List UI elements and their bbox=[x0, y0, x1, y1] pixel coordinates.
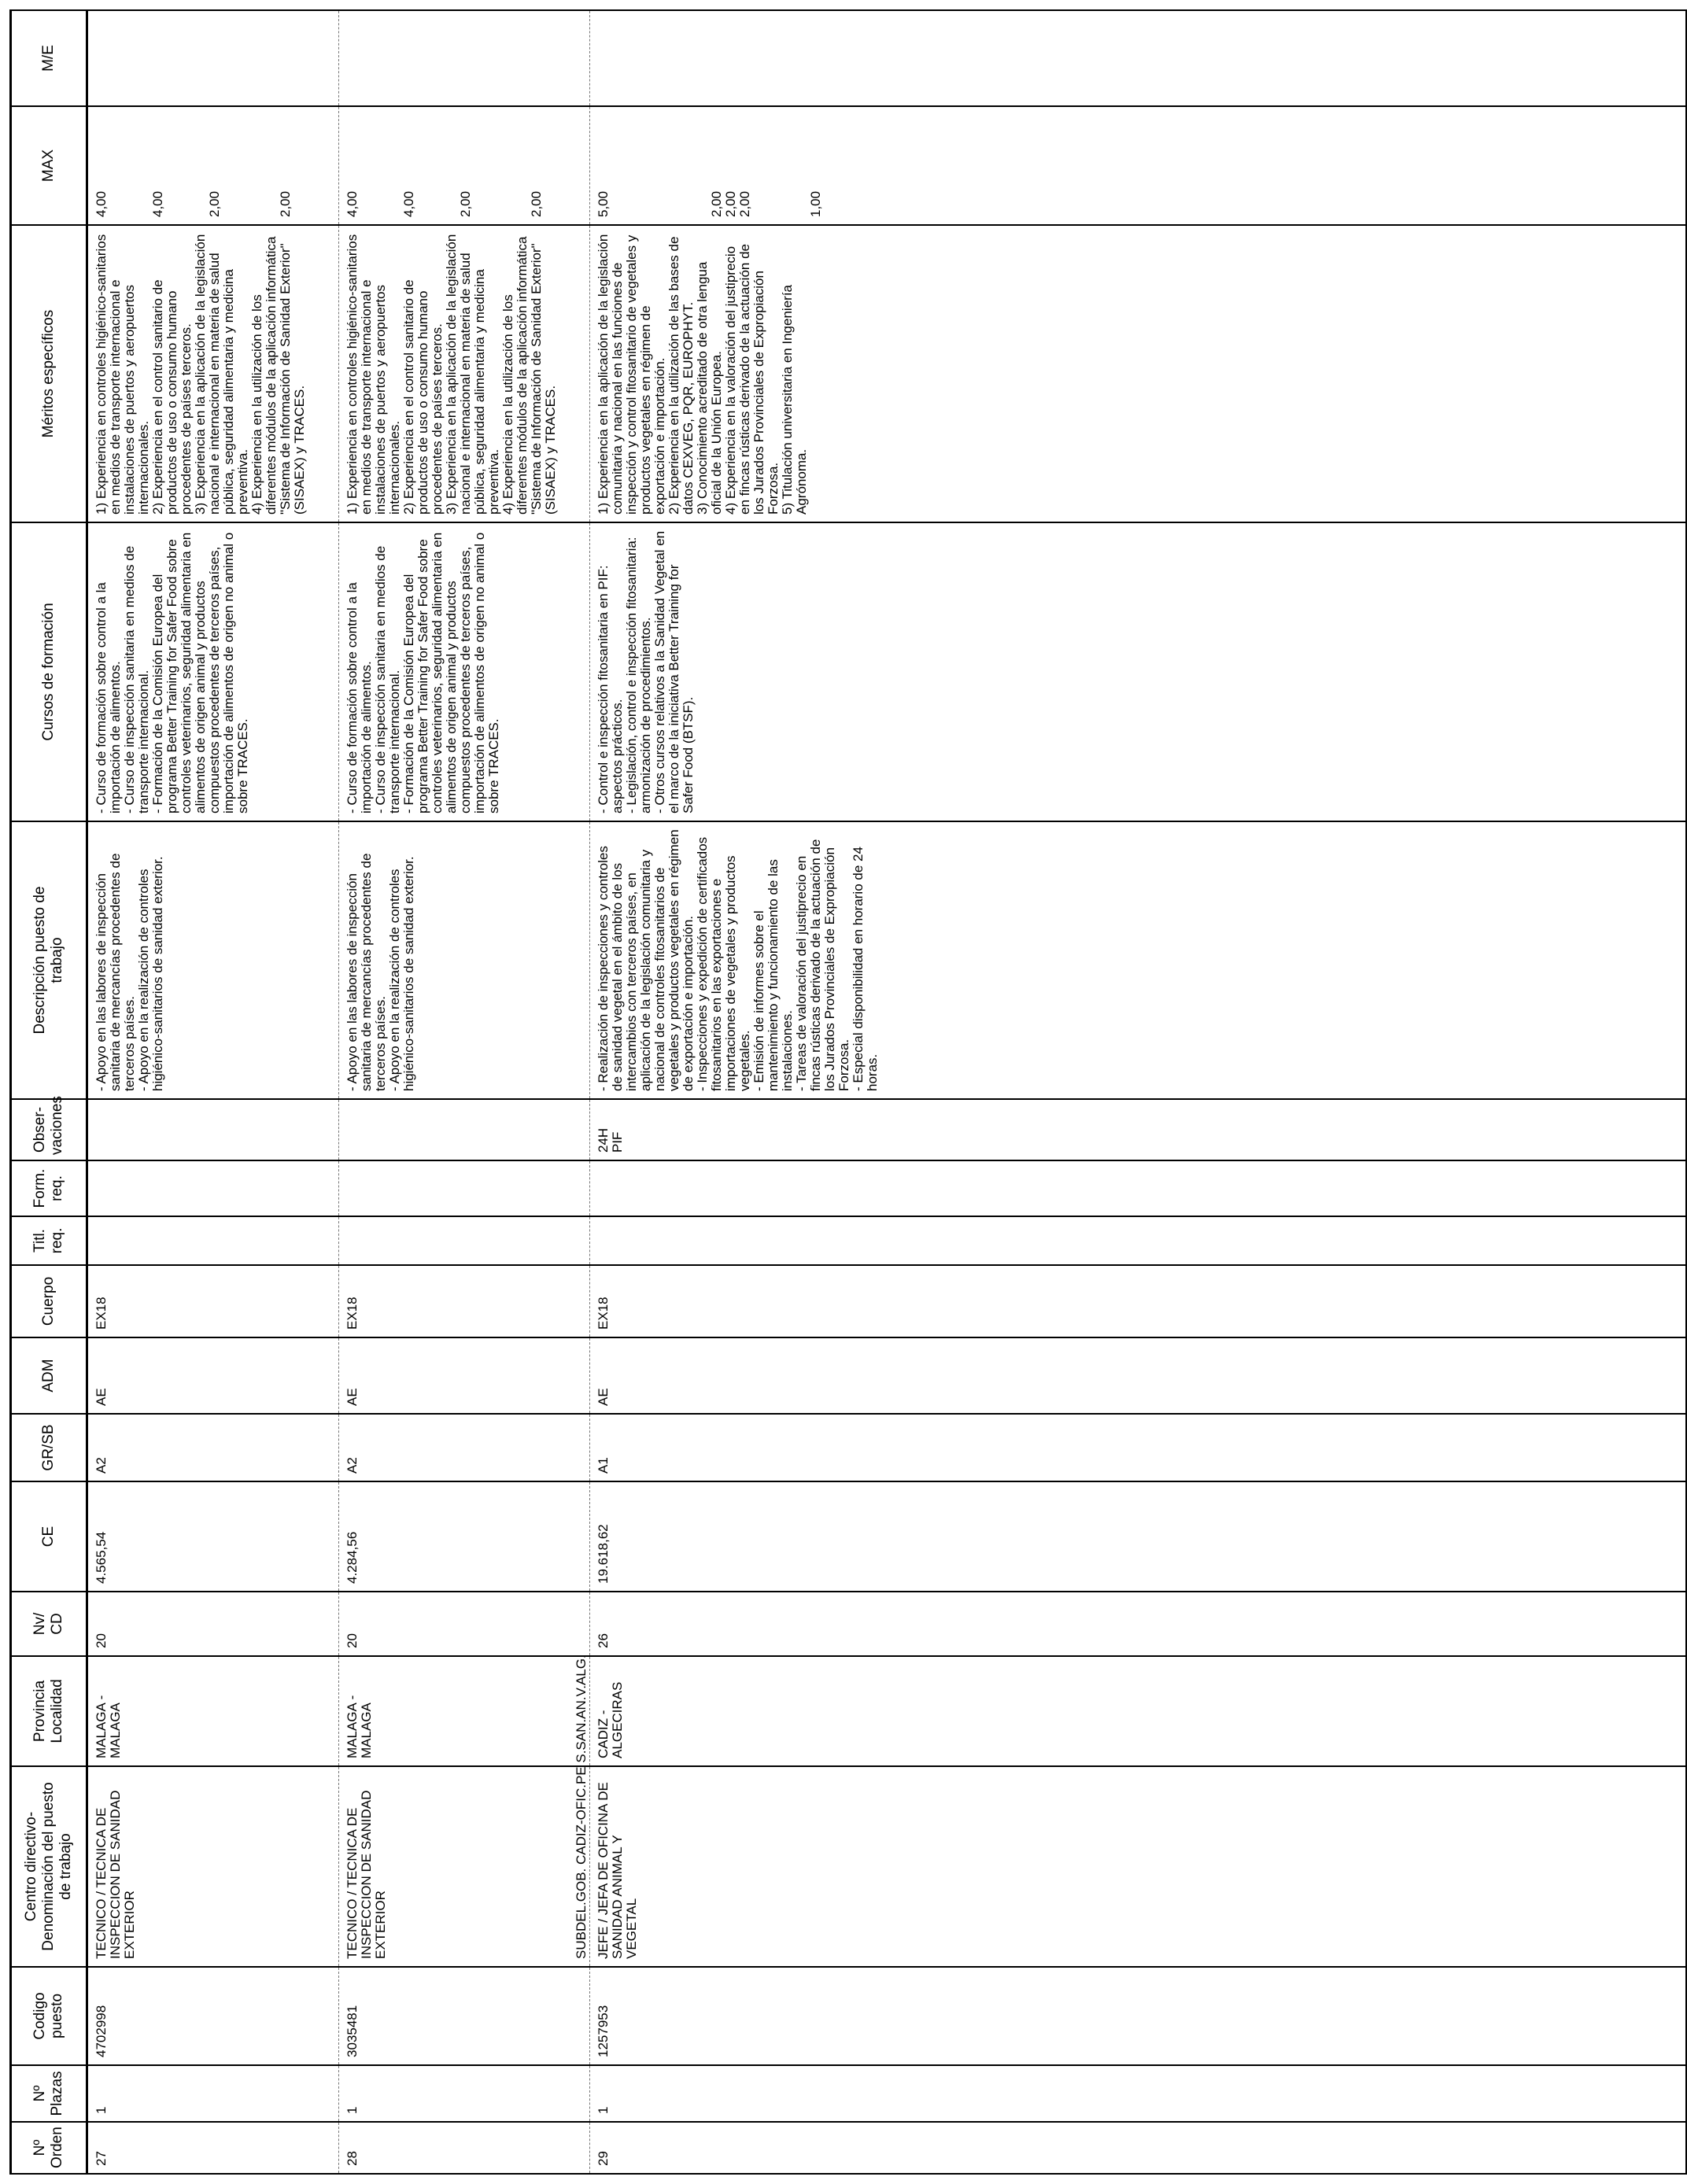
cell-ce: 4.565,54 bbox=[87, 1481, 339, 1592]
header-cuerpo: Cuerpo bbox=[11, 1265, 87, 1337]
cell-provincia: MALAGA - MALAGA bbox=[87, 1656, 339, 1766]
cell-provincia: MALAGA - MALAGA bbox=[339, 1656, 590, 1766]
merito-item: 5) Titulación universitaria en Ingeniería Agrónoma. bbox=[780, 285, 809, 515]
merito-item: 4) Experiencia en la utilización de los diferentes módulos de la aplicación informática "Sistema de Información de Sanidad Exterior" (SISAEX) y TRACES. bbox=[249, 236, 307, 515]
cell-grupo: A1 bbox=[590, 1414, 1687, 1481]
cell-max bbox=[590, 106, 1687, 225]
max-value: 2,00 bbox=[709, 190, 724, 217]
header-cursos: Cursos de formación bbox=[11, 522, 87, 821]
cell-cuerpo: EX18 bbox=[590, 1265, 1687, 1337]
cell-me bbox=[339, 10, 590, 106]
cell-plazas: 1 bbox=[87, 2065, 339, 2122]
cell-titulacion bbox=[339, 1216, 590, 1265]
cell-descripcion: - Apoyo en las labores de inspección sanitaria de mercancías procedentes de terceros países. - Apoyo en la realización de controles higiénico-sanitarios de sanidad exterior. bbox=[87, 821, 339, 1099]
cell-cuerpo: EX18 bbox=[87, 1265, 339, 1337]
merito-item: 3) Conocimiento acreditado de otra lengua oficial de la Unión Europea. bbox=[695, 261, 724, 515]
merito-item: 1) Experiencia en la aplicación de la legislación comunitaria y nacional en las funciones de inspección y control fitosanitario de vegetales y productos vegetales en régimen de exportación e importación. bbox=[596, 234, 667, 515]
cell-ce: 19.618,62 bbox=[590, 1481, 1687, 1592]
cell-descripcion: - Realización de inspecciones y controles de sanidad vegetal en el ámbito de los intercambios con terceros países, en aplicación de la legislación comunitaria y nacional de controles fitosanitarios de vegetales y productos vegetales en régimen de exportación e importación. - Inspecciones y expedición de certificados fitosanitarios en las exportaciones e importaciones de vegetales y productos vegetales. - Emisión de informes sobre el mantenimiento y funcionamiento de las instalaciones. - Tareas de valoración del justiprecio en fincas rústicas derivado de la actuación de los Jurados Provinciales de Expropiación Forzosa. - Especial disponibilidad en horario de 24 horas. bbox=[590, 821, 1687, 1099]
cell-orden: 27 bbox=[87, 2122, 339, 2174]
cell-codigo: 1257953 bbox=[590, 1967, 1687, 2065]
cell-grupo: A2 bbox=[87, 1414, 339, 1481]
max-value: 1,00 bbox=[808, 190, 823, 217]
header-observaciones: Obser- vaciones bbox=[11, 1099, 87, 1160]
header-titulacion: Titl. req. bbox=[11, 1216, 87, 1265]
cell-plazas: 1 bbox=[339, 2065, 590, 2122]
cell-orden: 29 bbox=[590, 2122, 1687, 2174]
cell-provincia: CADIZ - ALGECIRAS bbox=[590, 1656, 1687, 1766]
cell-descripcion: - Apoyo en las labores de inspección sanitaria de mercancías procedentes de terceros países. - Apoyo en la realización de controles higiénico-sanitarios de sanidad exterior. bbox=[339, 821, 590, 1099]
cell-observaciones bbox=[339, 1099, 590, 1160]
merito-item: 2) Experiencia en el control sanitario de productos de uso o consumo humano procedentes de países terceros. bbox=[150, 279, 194, 515]
cell-orden: 28 bbox=[339, 2122, 590, 2174]
merito-item: 2) Experiencia en el control sanitario de productos de uso o consumo humano procedentes de países terceros. bbox=[401, 279, 445, 515]
cell-formacion bbox=[87, 1160, 339, 1216]
cell-adm: AE bbox=[339, 1337, 590, 1414]
max-value: 4,00 bbox=[401, 190, 416, 217]
cell-cuerpo: EX18 bbox=[339, 1265, 590, 1337]
cell-me bbox=[590, 10, 1687, 106]
centro-unidad: SUBDEL.GOB. CADIZ-OFIC.PE S.SAN.AN.V.ALG. bbox=[574, 1655, 589, 1959]
cell-max bbox=[87, 106, 339, 225]
cell-adm: AE bbox=[87, 1337, 339, 1414]
cell-ce: 4.284,56 bbox=[339, 1481, 590, 1592]
merito-item: 3) Experiencia en la aplicación de la legislación nacional e internacional en materia de salud pública, seguridad alimentaria y medicina preventiva. bbox=[444, 234, 501, 515]
cell-cursos: - Curso de formación sobre control a la importación de alimentos. - Curso de inspección sanitaria en medios de transporte internacional. - Formación de la Comisión Europea del programa Better Training for Safer Food sobre controles veterinarios, seguridad alimentaria en alimentos de origen animal y productos compuestos procedentes de terceros países, importación de alimentos de origen no animal o sobre TRACES. bbox=[339, 522, 590, 821]
header-me: M/E bbox=[11, 10, 87, 106]
cell-nivel: 20 bbox=[87, 1592, 339, 1656]
cell-observaciones bbox=[87, 1099, 339, 1160]
cell-adm: AE bbox=[590, 1337, 1687, 1414]
header-row bbox=[11, 10, 87, 2174]
cell-cursos: - Curso de formación sobre control a la importación de alimentos. - Curso de inspección sanitaria en medios de transporte internacional. - Formación de la Comisión Europea del programa Better Training for Safer Food sobre controles veterinarios, seguridad alimentaria en alimentos de origen animal y productos compuestos procedentes de terceros países, importación de alimentos de origen no animal o sobre TRACES. bbox=[87, 522, 339, 821]
header-grupo: GR/SB bbox=[11, 1414, 87, 1481]
table-row bbox=[87, 10, 339, 2174]
cell-max bbox=[339, 106, 590, 225]
centro-denominacion: TECNICO / TECNICA DE INSPECCION DE SANIDAD EXTERIOR bbox=[345, 1790, 388, 1959]
header-formacion: Form. req. bbox=[11, 1160, 87, 1216]
cell-cursos: - Control e inspección fitosanitaria en PIF: aspectos prácticos. - Legislación, control e inspección fitosanitaria: armonización de procedimientos. - Otros cursos relativos a la Sanidad Vegetal en el marco de la iniciativa Better Training for Safer Food (BTSF). bbox=[590, 522, 1687, 821]
merito-item: 2) Experiencia en la utilización de las bases de datos CEXVEG, PQR, EUROPHYT. bbox=[666, 236, 696, 515]
cell-codigo: 3035481 bbox=[339, 1967, 590, 2065]
header-provincia: Provincia Localidad bbox=[11, 1656, 87, 1766]
max-value: 4,00 bbox=[345, 190, 360, 217]
header-plazas: Nº Plazas bbox=[11, 2065, 87, 2122]
cell-titulacion bbox=[590, 1216, 1687, 1265]
max-value: 5,00 bbox=[596, 190, 611, 217]
cell-formacion bbox=[339, 1160, 590, 1216]
max-value: 2,00 bbox=[723, 190, 738, 217]
cell-me bbox=[87, 10, 339, 106]
cell-plazas: 1 bbox=[590, 2065, 1687, 2122]
centro-denominacion: JEFE / JEFA DE OFICINA DE SANIDAD ANIMAL Y VEGETAL bbox=[596, 1782, 639, 1959]
cell-meritos bbox=[87, 225, 339, 522]
table-row bbox=[339, 10, 590, 2174]
header-centro: Centro directivo- Denominación del puesto de trabajo bbox=[11, 1766, 87, 1967]
header-nivel: Nv/ CD bbox=[11, 1592, 87, 1656]
cell-centro bbox=[339, 1766, 590, 1967]
cell-nivel: 26 bbox=[590, 1592, 1687, 1656]
header-codigo: Codigo puesto bbox=[11, 1967, 87, 2065]
merito-item: 4) Experiencia en la utilización de los diferentes módulos de la aplicación informática "Sistema de Información de Sanidad Exterior" (SISAEX) y TRACES. bbox=[500, 236, 558, 515]
max-value: 4,00 bbox=[94, 190, 109, 217]
table-row bbox=[590, 10, 1687, 2174]
max-value: 2,00 bbox=[737, 190, 752, 217]
cell-titulacion bbox=[87, 1216, 339, 1265]
max-value: 2,00 bbox=[458, 190, 473, 217]
cell-observaciones: 24H PIF bbox=[590, 1099, 1687, 1160]
cell-nivel: 20 bbox=[339, 1592, 590, 1656]
cell-formacion bbox=[590, 1160, 1687, 1216]
max-value: 2,00 bbox=[529, 190, 544, 217]
cell-grupo: A2 bbox=[339, 1414, 590, 1481]
header-meritos: Méritos específicos bbox=[11, 225, 87, 522]
header-descripcion: Descripción puesto de trabajo bbox=[11, 821, 87, 1099]
header-ce: CE bbox=[11, 1481, 87, 1592]
header-max: MAX bbox=[11, 106, 87, 225]
cell-codigo: 4702998 bbox=[87, 1967, 339, 2065]
max-value: 4,00 bbox=[150, 190, 165, 217]
cell-meritos bbox=[339, 225, 590, 522]
cell-centro bbox=[87, 1766, 339, 1967]
header-orden: Nº Orden bbox=[11, 2122, 87, 2174]
centro-denominacion: TECNICO / TECNICA DE INSPECCION DE SANIDAD EXTERIOR bbox=[94, 1790, 137, 1959]
max-value: 2,00 bbox=[278, 190, 293, 217]
merito-item: 3) Experiencia en la aplicación de la legislación nacional e internacional en materia de salud pública, seguridad alimentaria y medicina preventiva. bbox=[193, 234, 250, 515]
merito-item: 1) Experiencia en controles higiénico-sanitarios en medios de transporte internacional e instalaciones de puertos y aeropuertos internacionales. bbox=[94, 234, 151, 515]
positions-table bbox=[9, 9, 1687, 2175]
max-value: 2,00 bbox=[207, 190, 222, 217]
merito-item: 4) Experiencia en la valoración del justiprecio en fincas rústicas derivado de la actuación de los Jurados Provinciales de Expropiación Forzosa. bbox=[723, 244, 781, 515]
merito-item: 1) Experiencia en controles higiénico-sanitarios en medios de transporte internacional e instalaciones de puertos y aeropuertos internacionales. bbox=[345, 234, 402, 515]
cell-meritos bbox=[590, 225, 1687, 522]
header-adm: ADM bbox=[11, 1337, 87, 1414]
